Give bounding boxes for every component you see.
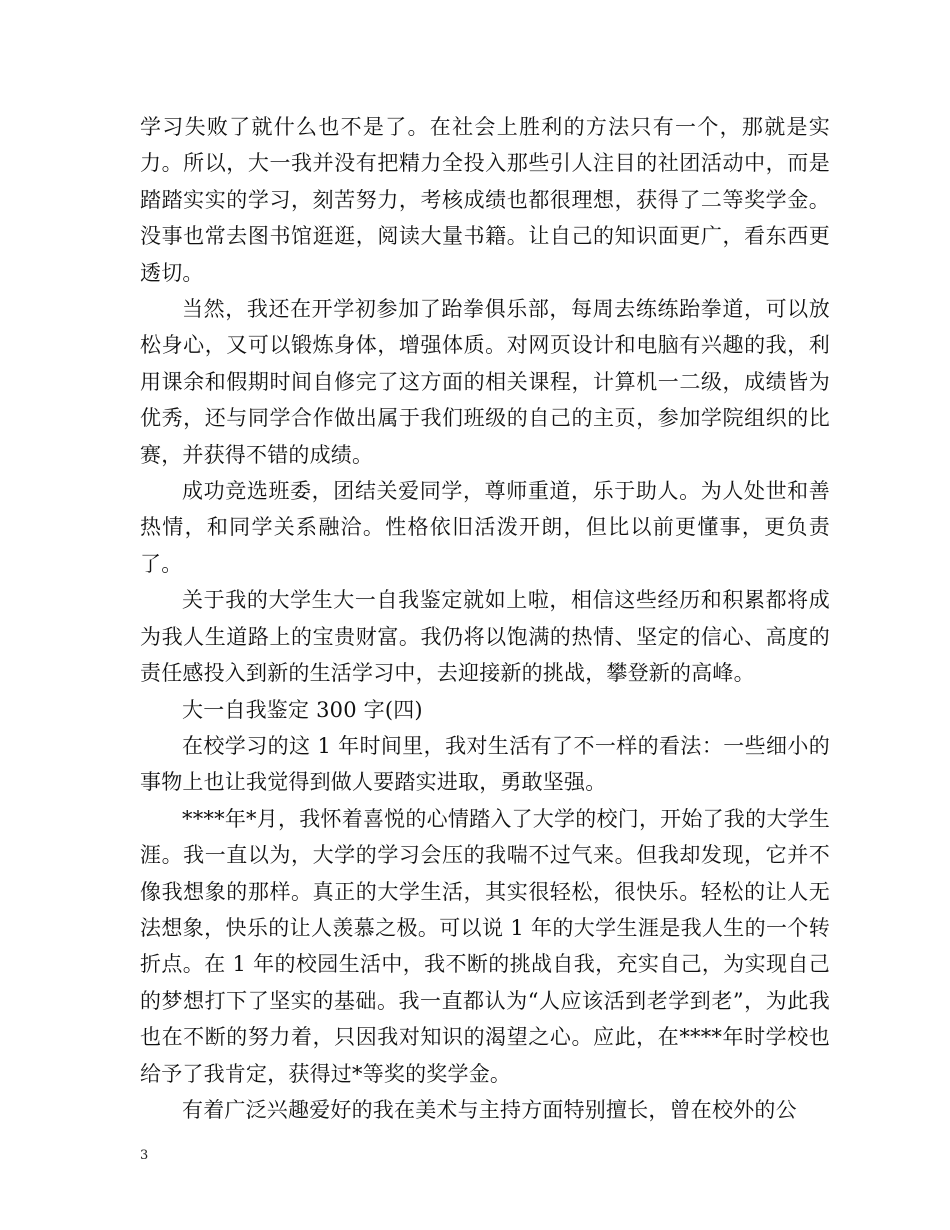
paragraph-6: ****年*月，我怀着喜悦的心情踏入了大学的校门，开始了我的大学生涯。我一直以为，大学的学习会压的我喘不过气来。但我却发现，它并不像我想象的那样。真正的大学生活，其实很轻松，很快乐。轻松的让人无法想象，快乐的让人羡慕之极。可以说 1 年的大学生涯是我人生的一个转折点。在 1 年的校园生活中，我不断的挑战自我，充实自己，为实现自己的梦想打下了坚实的基础。我一直都认为“人应该活到老学到老”，为此我也在不断的努力着，只因我对知识的渴望之心。应此，在****年时学校也给予了我肯定，获得过*等奖的奖学金。 xyxy=(140,806,830,1086)
page-number: 3 xyxy=(140,1148,149,1163)
paragraph-2: 当然，我还在开学初参加了跆拳俱乐部，每周去练练跆拳道，可以放松身心，又可以锻炼身体，增强体质。对网页设计和电脑有兴趣的我，利用课余和假期时间自修完了这方面的相关课程，计算机一二级，成绩皆为优秀，还与同学合作做出属于我们班级的自己的主页，参加学院组织的比赛，并获得不错的成绩。 xyxy=(140,297,830,467)
paragraph-3: 成功竞选班委，团结关爱同学，尊师重道，乐于助人。为人处世和善热情，和同学关系融洽。性格依旧活泼开朗，但比以前更懂事，更负责了。 xyxy=(140,479,830,576)
paragraph-4: 关于我的大学生大一自我鉴定就如上啦，相信这些经历和积累都将成为我人生道路上的宝贵财富。我仍将以饱满的热情、坚定的信心、高度的责任感投入到新的生活学习中，去迎接新的挑战，攀登新的高峰。 xyxy=(140,588,830,686)
section-heading: 大一自我鉴定 300 字(四) xyxy=(182,697,423,722)
paragraph-1: 学习失败了就什么也不是了。在社会上胜利的方法只有一个，那就是实力。所以，大一我并没有把精力全投入那些引人注目的社团活动中，而是踏踏实实的学习，刻苦努力，考核成绩也都很理想，获得了二等奖学金。没事也常去图书馆逛逛，阅读大量书籍。让自己的知识面更广，看东西更透切。 xyxy=(140,115,830,285)
paragraph-7: 有着广泛兴趣爱好的我在美术与主持方面特别擅长，曾在校外的公 xyxy=(182,1097,797,1122)
document-body xyxy=(140,109,830,1128)
paragraph-5: 在校学习的这 1 年时间里，我对生活有了不一样的看法：一些细小的事物上也让我觉得到做人要踏实进取，勇敢坚强。 xyxy=(140,733,830,795)
